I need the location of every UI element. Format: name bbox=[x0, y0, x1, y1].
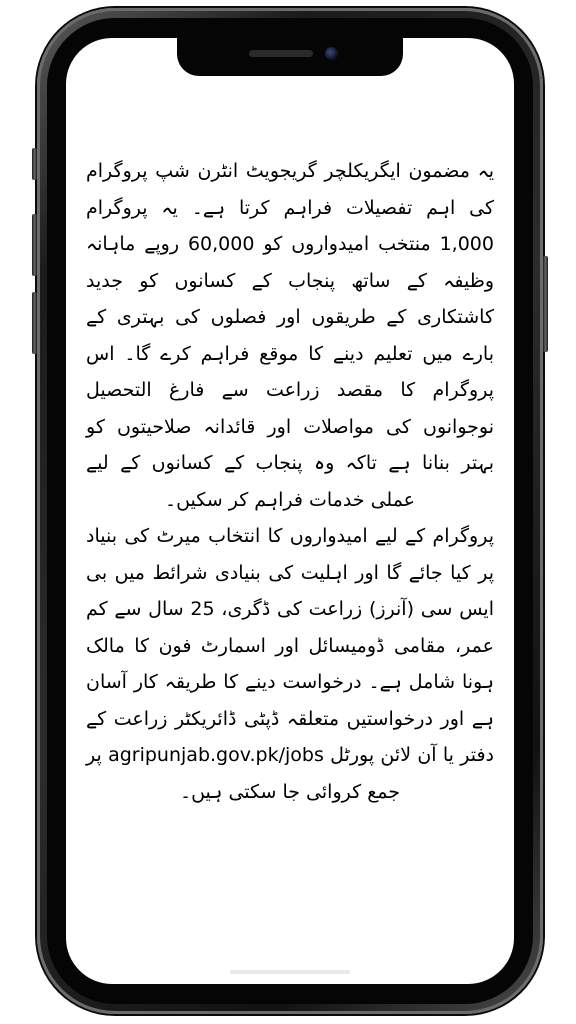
article-paragraph-2: پروگرام کے لیے امیدواروں کا انتخاب میرٹ کی بنیاد پر کیا جائے گا اور اہلیت کی بنیادی شرائط میں بی ایس سی (آنرز) زراعت کی ڈگری، 25 سال سے کم عمر، مقامی ڈومیسائل اور اسمارٹ فون کا مالک ہونا شامل ہے۔ درخواست دینے کا طریقہ کار آسان ہے اور درخواستیں متعلقہ ڈپٹی ڈائریکٹر زراعت کے دفتر یا آن لائن پورٹل agripunjab.gov.pk/jobs پر جمع کروائی جا سکتی ہیں۔ bbox=[86, 525, 495, 803]
home-indicator[interactable] bbox=[230, 970, 350, 974]
phone-notch bbox=[177, 38, 403, 76]
phone-screen[interactable] bbox=[66, 38, 514, 984]
article-body bbox=[86, 153, 494, 810]
power-button[interactable] bbox=[543, 256, 548, 352]
mute-switch[interactable] bbox=[32, 148, 37, 180]
phone-frame bbox=[37, 8, 543, 1014]
volume-down-button[interactable] bbox=[32, 292, 37, 354]
camera-icon bbox=[325, 47, 338, 60]
volume-up-button[interactable] bbox=[32, 214, 37, 276]
article-paragraph-1: یہ مضمون ایگریکلچر گریجویٹ انٹرن شپ پروگرام کی اہم تفصیلات فراہم کرتا ہے۔ یہ پروگرام 1,000 منتخب امیدواروں کو 60,000 روپے ماہانہ وظیفہ کے ساتھ پنجاب کے کسانوں کو جدید کاشتکاری کے طریقوں اور فصلوں کی بہتری کے بارے میں تعلیم دینے کا موقع فراہم کرے گا۔ اس پروگرام کا مقصد زراعت سے فارغ التحصیل نوجوانوں کی مواصلات اور قائدانہ صلاحیتوں کو بہتر بنانا ہے تاکہ وہ پنجاب کے کسانوں کے لیے عملی خدمات فراہم کر سکیں۔ bbox=[86, 160, 494, 511]
speaker-icon bbox=[249, 50, 313, 57]
